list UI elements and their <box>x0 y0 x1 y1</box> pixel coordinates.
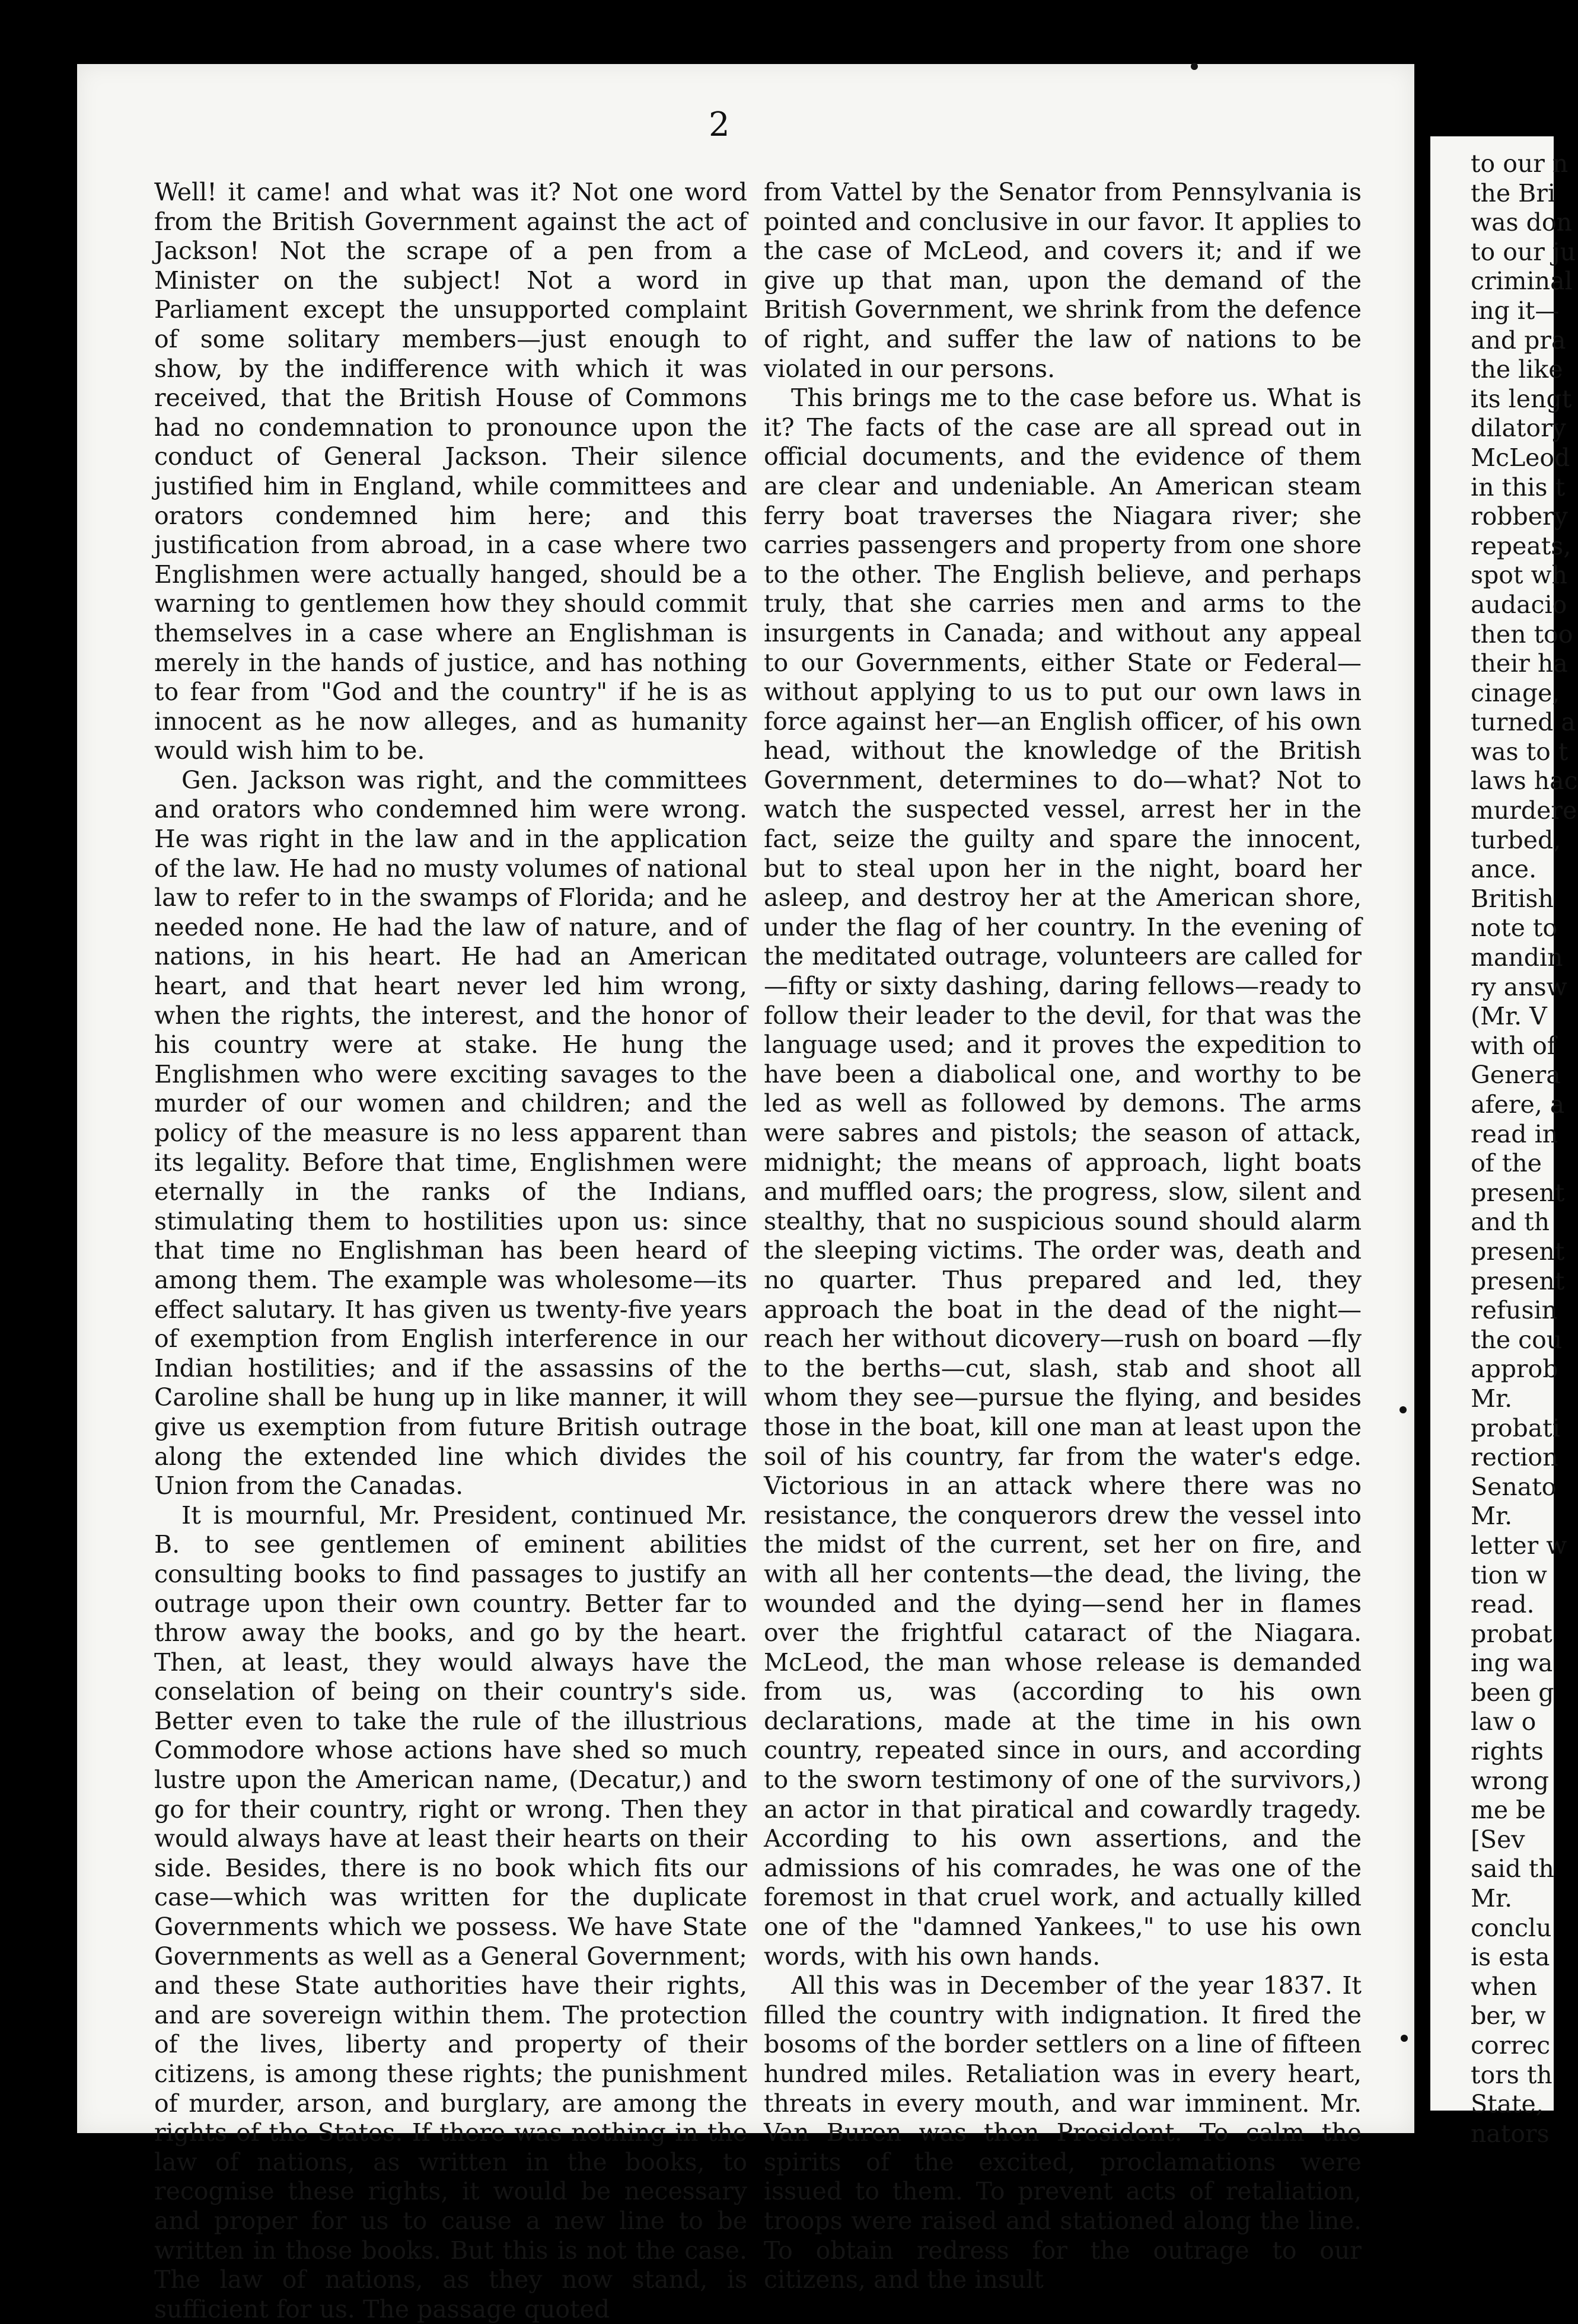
adjacent-page-line: note to <box>1471 914 1558 943</box>
adjacent-page-line: criminal <box>1471 267 1573 296</box>
adjacent-page-line: British <box>1471 884 1554 913</box>
adjacent-page-line: to our n <box>1471 149 1569 178</box>
adjacent-page-line: audacio <box>1471 590 1567 619</box>
left-text-column <box>154 178 747 2323</box>
adjacent-page-line: and pra <box>1471 325 1566 355</box>
adjacent-page-line: of the <box>1471 1149 1542 1178</box>
ink-speck <box>1191 63 1198 70</box>
middle-text-column <box>764 178 1362 2294</box>
adjacent-page-line: its lengt <box>1471 384 1572 413</box>
adjacent-page-line: conclu <box>1471 1913 1552 1942</box>
ink-speck <box>1400 1406 1407 1413</box>
adjacent-page-line: ing it— <box>1471 296 1560 325</box>
adjacent-page-line: Mr. <box>1471 1384 1513 1413</box>
paragraph: from Vattel by the Senator from Pennsylvania is pointed and conclusive in our favor. It applies to the case of McLeod, and covers it; and if we give up that man, upon the demand of the British Government, we shrink from the defence of right, and suffer the law of nations to be violated in our persons. <box>764 178 1362 383</box>
adjacent-page-line: probati <box>1471 1413 1560 1442</box>
adjacent-page-line: cinage, <box>1471 678 1560 707</box>
adjacent-page-line: the cou <box>1471 1325 1563 1354</box>
adjacent-page-line: read in <box>1471 1119 1558 1148</box>
adjacent-page-line: murdere <box>1471 796 1577 825</box>
adjacent-page-line: rection <box>1471 1443 1558 1472</box>
adjacent-page-line: tors th <box>1471 2060 1553 2089</box>
adjacent-page-line: letter w <box>1471 1531 1567 1560</box>
adjacent-page-line: spot wh <box>1471 561 1567 590</box>
paragraph: It is mournful, Mr. President, continued Mr. B. to see gentlemen of eminent abilities consulting books to find passages to justify an outrage upon their own country. Better far to throw away the books, and go by the heart. Then, at least, they would always have the conselation of being on their country's side. Better even to take the rule of the illustrious Commodore whose actions have shed so much lustre upon the American name, (Decatur,) and go for their country, right or wrong. Then they would always have at least their hearts on their side. Besides, there is no book which fits our case—which was written for the duplicate Governments which we possess. We have State Governments as well as a General Government; and these State authorities have their rights, and are sovereign within them. The protection of the lives, liberty and property of their citizens, is among these rights; the punishment of murder, arson, and burglary, are among the rights of the States. If there was nothing in the law of nations, as written in the books, to recognise these rights, it would be necessary and proper for us to cause a new line to be written in those books. But this is not the case. The law of nations, as they now stand, is sufficient for us. The passage quoted <box>154 1501 747 2323</box>
adjacent-page-line: when <box>1471 1972 1538 2001</box>
adjacent-page-line: dilatory <box>1471 414 1566 443</box>
adjacent-page-line: present <box>1471 1178 1565 1207</box>
adjacent-page-line: robbery <box>1471 502 1568 531</box>
adjacent-page-line: Mr. <box>1471 1502 1513 1531</box>
adjacent-page-line: to our ju <box>1471 237 1576 266</box>
adjacent-page-line: was to t <box>1471 737 1569 766</box>
adjacent-page-line: State, <box>1471 2090 1544 2119</box>
adjacent-page-line: read. <box>1471 1590 1535 1619</box>
adjacent-page-line: their ha <box>1471 649 1568 678</box>
paragraph: All this was in December of the year 1837. It filled the country with indignation. It fired the bosoms of the border settlers on a line of fifteen hundred miles. Retaliation was in every heart, threats in every mouth, and war imminent. Mr. Van Buren was then President. To calm the spirits of the excited, proclamations were issued to them. To prevent acts of retaliation, troops were raised and stationed along the line. To obtain redress for the outrage to our citizens, and the insult <box>764 1971 1362 2294</box>
paragraph: Gen. Jackson was right, and the committees and orators who condemned him were wrong. He was right in the law and in the application of the law. He had no musty volumes of national law to refer to in the swamps of Florida; and he needed none. He had the law of nature, and of nations, in his heart. He had an American heart, and that heart never led him wrong, when the rights, the interest, and the honor of his country were at stake. He hung the Englishmen who were exciting savages to the murder of our women and children; and the policy of the measure is no less apparent than its legality. Before that time, Englishmen were eternally in the ranks of the Indians, stimulating them to hostilities upon us: since that time no Englishman has been heard of among them. The example was wholesome—its effect salutary. It has given us twenty-five years of exemption from English interference in our Indian hostilities; and if the assassins of the Caroline shall be hung up in like manner, it will give us exemption from future British outrage along the extended line which divides the Union from the Canadas. <box>154 765 747 1501</box>
adjacent-page-line: me be <box>1471 1796 1546 1825</box>
adjacent-page-line: said th <box>1471 1854 1554 1884</box>
adjacent-page-line: ber, w <box>1471 2001 1546 2031</box>
adjacent-page-line: and th <box>1471 1208 1550 1237</box>
paragraph: This brings me to the case before us. What is it? The facts of the case are all spread out in official documents, and the evidence of them are clear and undeniable. An American steam ferry boat traverses the Niagara river; she carries passengers and property from one shore to the other. The English believe, and perhaps truly, that she carries men and arms to the insurgents in Canada; and without any appeal to our Governments, either State or Federal—without applying to us to put our own laws in force against her—an English officer, of his own head, without the knowledge of the British Government, determines to do—what? Not to watch the suspected vessel, arrest her in the fact, seize the guilty and spare the innocent, but to steal upon her in the night, board her asleep, and destroy her at the American shore, under the flag of her country. In the evening of the meditated outrage, volunteers are called for—fifty or sixty dashing, daring fellows—ready to follow their leader to the devil, for that was the language used; and it proves the expedition to have been a diabolical one, and worthy to be led as well as followed by demons. The arms were sabres and pistols; the season of attack, midnight; the means of approach, light boats and muffled oars; the progress, slow, silent and stealthy, that no suspicious sound should alarm the sleeping victims. The order was, death and no quarter. Thus prepared and led, they approach the boat in the dead of the night—reach her without dicovery—rush on board —fly to the berths—cut, slash, stab and shoot all whom they see—pursue the flying, and besides those in the boat, kill one man at least upon the soil of his country, far from the water's edge. Victorious in an attack where there was no resistance, the conquerors drew the vessel into the midst of the current, set her on fire, and with all her contents—the dead, the living, the wounded and the dying—send her in flames over the frightful cataract of the Niagara. McLeod, the man whose release is demanded from us, was (according to his own declarations, made at the time in his own country, repeated since in ours, and according to the sworn testimony of one of the survivors,) an actor in that piratical and cowardly tragedy. According to his own assertions, and the admissions of his comrades, he was one of the foremost in that cruel work, and actually killed one of the "damned Yankees," to use his own words, with his own hands. <box>764 384 1362 1971</box>
adjacent-page-line: (Mr. V <box>1471 1002 1547 1031</box>
adjacent-page-line: [Sev <box>1471 1825 1525 1854</box>
paragraph: Well! it came! and what was it? Not one word from the British Government against the act of Jackson! Not the scrape of a pen from a Minister on the subject! Not a word in Parliament except the unsupported complaint of some solitary members—just enough to show, by the indifference with which it was received, that the British House of Commons had no condemnation to pronounce upon the conduct of General Jackson. Their silence justified him in England, while committees and orators condemned him here; and this justification from abroad, in a case where two Englishmen were actually hanged, should be a warning to gentlemen how they should commit themselves in a case where an Englishman is merely in the hands of justice, and has nothing to fear from "God and the country" if he is as innocent as he now alleges, and as humanity would wish him to be. <box>154 178 747 765</box>
adjacent-page-line: been g <box>1471 1678 1554 1707</box>
adjacent-page-line: law o <box>1471 1707 1536 1736</box>
adjacent-page-line: with of <box>1471 1031 1556 1060</box>
adjacent-page-line: Senato <box>1471 1472 1557 1501</box>
adjacent-page-line: mandin <box>1471 943 1563 972</box>
ink-speck <box>1401 2035 1408 2042</box>
adjacent-page-text <box>1435 149 1578 2149</box>
adjacent-page-line: then too <box>1471 620 1573 649</box>
adjacent-page-line: nators <box>1471 2119 1550 2148</box>
adjacent-page-line: the like <box>1471 355 1563 384</box>
adjacent-page-line: approb <box>1471 1355 1558 1384</box>
adjacent-page-line: Mr. <box>1471 1884 1513 1913</box>
adjacent-page-line: rights <box>1471 1737 1544 1766</box>
adjacent-page-line: ry answ <box>1471 972 1567 1001</box>
adjacent-page-line: probat <box>1471 1619 1553 1648</box>
adjacent-page-line: in this t <box>1471 473 1566 502</box>
adjacent-page-line: McLeod <box>1471 443 1570 472</box>
adjacent-page-line: present <box>1471 1237 1565 1266</box>
adjacent-page-line: the Bri <box>1471 178 1556 208</box>
adjacent-page-line: repeats, <box>1471 531 1571 560</box>
adjacent-page-line: turbed, <box>1471 825 1561 854</box>
adjacent-page-line: wrong <box>1471 1766 1550 1795</box>
adjacent-page-line: ing wa <box>1471 1649 1553 1678</box>
adjacent-page-line: correc <box>1471 2031 1551 2060</box>
adjacent-page-line: turned a <box>1471 708 1576 737</box>
adjacent-page-line: was don <box>1471 208 1572 237</box>
adjacent-page-line: Genera <box>1471 1061 1561 1090</box>
adjacent-page-line: ance. <box>1471 855 1537 884</box>
adjacent-page-line: is esta <box>1471 1943 1550 1972</box>
page-number: 2 <box>709 106 730 144</box>
adjacent-page-fragment <box>1430 136 1578 2148</box>
adjacent-page-line: tion w <box>1471 1560 1547 1589</box>
adjacent-page-line: laws hac <box>1471 767 1578 796</box>
adjacent-page-line: present <box>1471 1266 1565 1295</box>
adjacent-page-line: refusin <box>1471 1296 1558 1325</box>
adjacent-page-line: afere, a <box>1471 1090 1565 1119</box>
